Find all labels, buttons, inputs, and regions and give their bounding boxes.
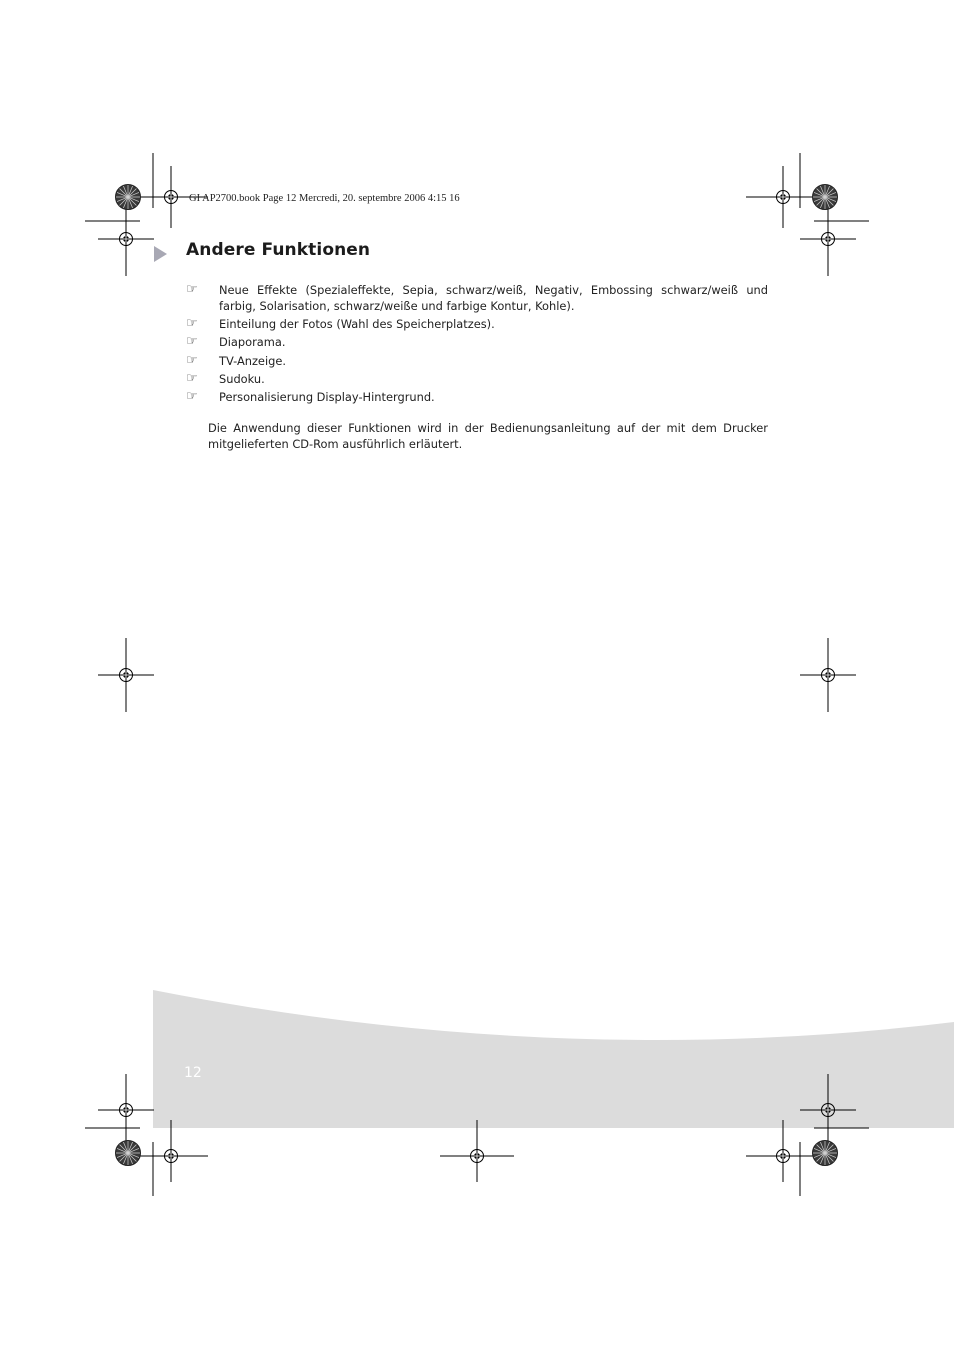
- pointing-hand-icon: ☞: [186, 370, 198, 386]
- pointing-hand-icon: ☞: [186, 316, 198, 332]
- pointing-hand-icon: ☞: [186, 352, 198, 368]
- list-item: ☞ Diaporama.: [186, 334, 286, 350]
- list-item: ☞ Neue Effekte (Spezialeffekte, Sepia, schwarz/weiß, Negativ, Embossing schwarz/weiß und farbig, Solarisation, schwarz/weiße und farbige Kontur, Kohle).: [186, 282, 768, 313]
- page-number: 12: [184, 1065, 202, 1081]
- list-item: ☞ Einteilung der Fotos (Wahl des Speicherplatzes).: [186, 316, 495, 332]
- pointing-hand-icon: ☞: [186, 282, 198, 297]
- description-paragraph: Die Anwendung dieser Funktionen wird in der Bedienungsanleitung auf der mit dem Drucker mitgelieferten CD-Rom ausführlich erläutert.: [208, 421, 768, 451]
- list-item: ☞ Sudoku.: [186, 370, 265, 386]
- list-item: ☞ TV-Anzeige.: [186, 352, 286, 368]
- section-title: Andere Funktionen: [186, 240, 371, 260]
- pointing-hand-icon: ☞: [186, 334, 198, 350]
- feature-list: [186, 282, 768, 407]
- print-info-line: GI AP2700.book Page 12 Mercredi, 20. septembre 2006 4:15 16: [189, 193, 460, 204]
- pointing-hand-icon: ☞: [186, 388, 198, 404]
- list-item: ☞ Personalisierung Display-Hintergrund.: [186, 388, 435, 404]
- triangle-right-icon: [154, 246, 167, 262]
